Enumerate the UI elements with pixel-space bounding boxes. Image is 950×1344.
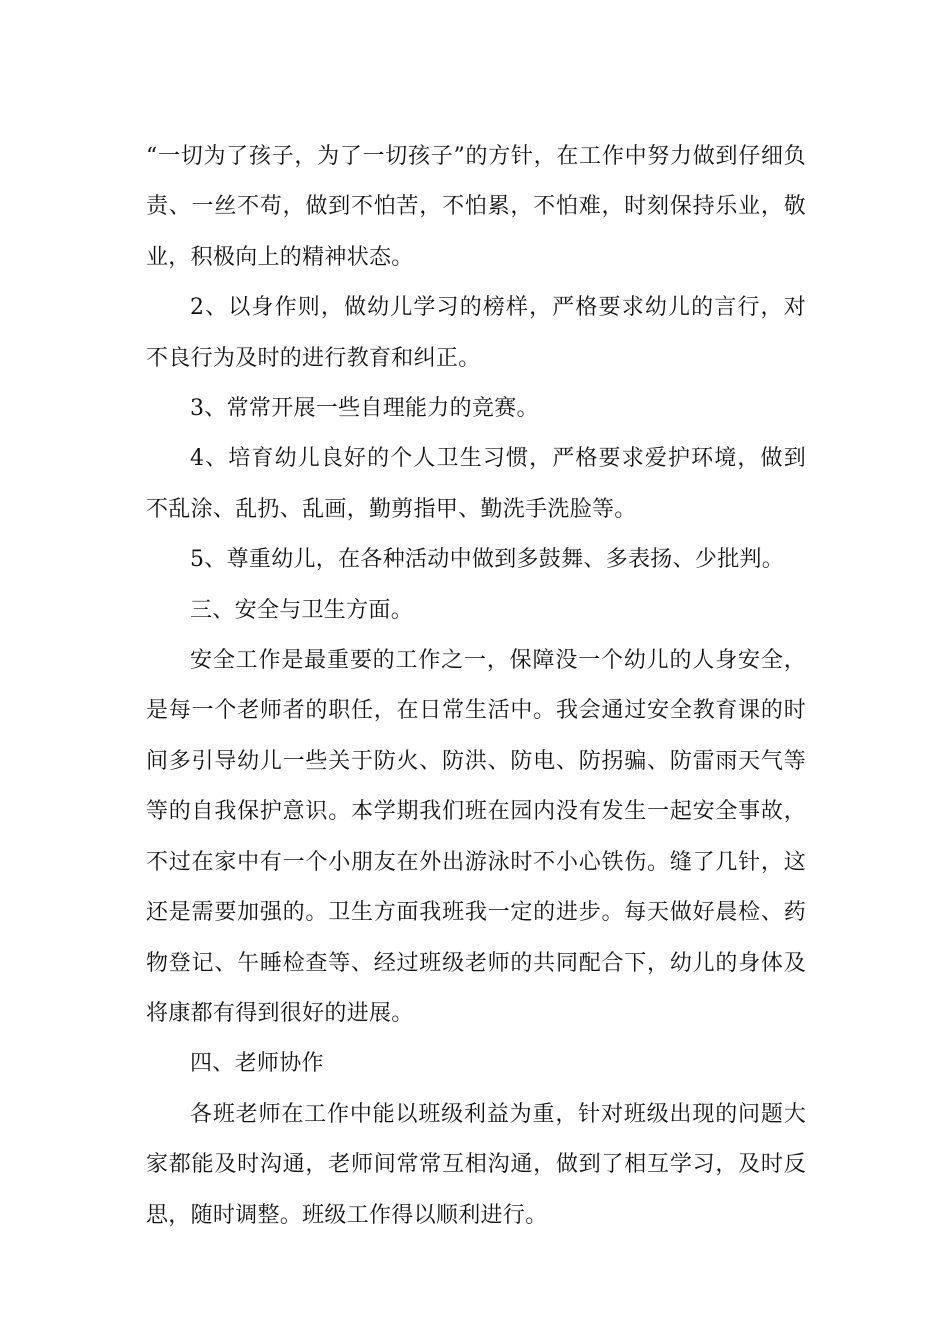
section-heading-safety-hygiene: 三、安全与卫生方面。 — [190, 597, 414, 623]
paragraph-safety: 安全工作是最重要的工作之一，保障没一个幼儿的人身安全，是每一个老师者的职任，在日常生活中。我会通过安全教育课的时间多引导幼儿一些关于防火、防洪、防电、防拐骗、防雷雨天气等等的自我保护意识。本学期我们班在园内没有发生一起安全事故，不过在家中有一个小朋友在外出游泳时不小心铁伤。缝了几针，这还是需要加强的。卫生方面我班我一定的进步。每天做好晨检、药物登记、午睡检查等、经过班级老师的共同配合下，幼儿的身体及将康都有得到很好的进展。 — [146, 648, 806, 1026]
document-body — [146, 132, 806, 1241]
paragraph-3: 3、常常开展一些自理能力的竞赛。 — [190, 396, 539, 422]
paragraph-5: 5、尊重幼儿，在各种活动中做到多鼓舞、多表扬、少批判。 — [190, 547, 785, 573]
section-heading-teacher-cooperation: 四、老师协作 — [190, 1051, 324, 1077]
paragraph-2: 2、以身作则，做幼儿学习的榜样，严格要求幼儿的言行，对不良行为及时的进行教育和纠正。 — [146, 295, 806, 371]
paragraph-cooperation: 各班老师在工作中能以班级利益为重，针对班级出现的问题大家都能及时沟通，老师间常常互相沟通，做到了相互学习，及时反思，随时调整。班级工作得以顺利进行。 — [146, 1101, 806, 1228]
paragraph-1: “一切为了孩子，为了一切孩子”的方针，在工作中努力做到仔细负责、一丝不苟，做到不怕苦，不怕累，不怕难，时刻保持乐业，敬业，积极向上的精神状态。 — [146, 144, 806, 270]
paragraph-4: 4、培育幼儿良好的个人卫生习惯，严格要求爱护环境，做到不乱涂、乱扔、乱画，勤剪指甲、勤洗手洗脸等。 — [146, 446, 806, 522]
